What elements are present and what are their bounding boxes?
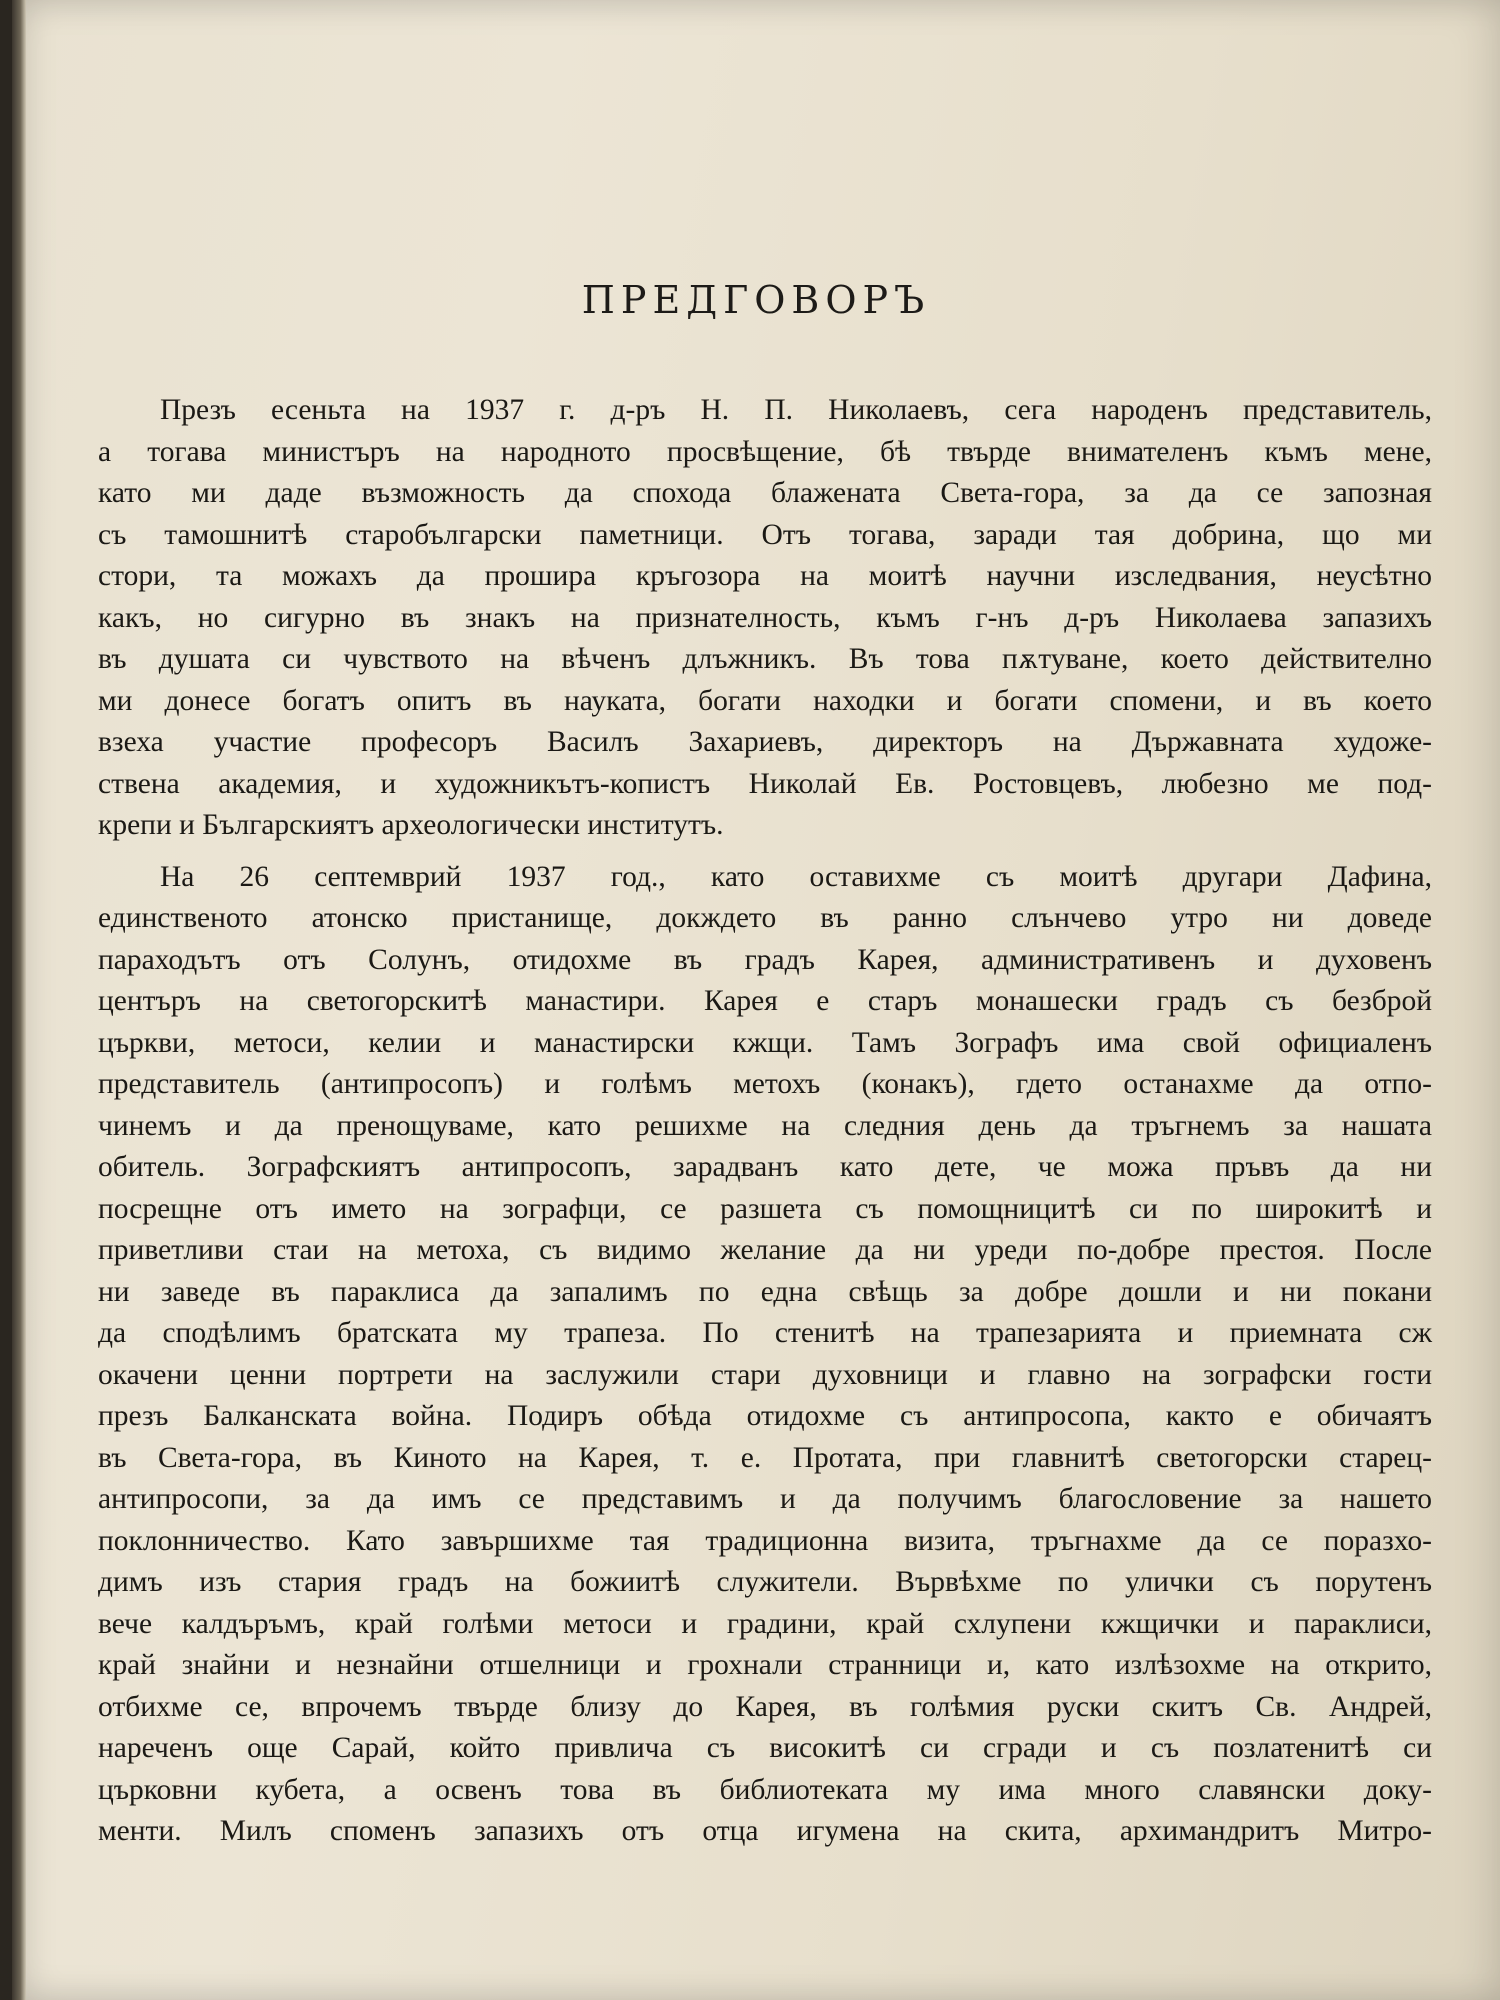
text-line: край знайни и незнайни отшелници и грохнали странници и, като излѣзохме на открито, [98,1649,1432,1681]
text-line: представитель (антипросопъ) и голѣмъ метохъ (конакъ), гдето останахме да отпо- [98,1068,1432,1100]
text-line: антипросопи, за да имъ се представимъ и да получимъ благословение за нашето [98,1483,1432,1515]
text-line: параходътъ отъ Солунъ, отидохме въ градъ Карея, административенъ и духовенъ [98,943,1432,976]
text-line: окачени ценни портрети на заслужили стари духовници и главно на зографски гости [98,1358,1432,1391]
text-line: църковни кубета, а освенъ това въ библиотеката му има много славянски доку- [98,1773,1432,1806]
text-line: ствена академия, и художникътъ-копистъ Николай Ев. Ростовцевъ, любезно ме под- [98,767,1432,800]
text-line: да сподѣлимъ братската му трапеза. По стенитѣ на трапезарията и приемната сж [98,1317,1432,1349]
text-line: ми донесе богатъ опитъ въ науката, богати находки и богати спомени, и въ което [98,684,1432,717]
text-line: На 26 септемврий 1937 год., като оставихме съ моитѣ другари Дафина, [160,860,1432,893]
text-line: центъръ на светогорскитѣ манастири. Карея е старъ монашески градъ съ безброй [98,985,1432,1017]
book-page [12,0,1500,2000]
text-line: крепи и Българскиятъ археологически институтъ. [98,809,724,841]
text-line: обитель. Зографскиятъ антипросопъ, зарадванъ като дете, че можа пръвъ да ни [98,1151,1432,1183]
text-line: поклонничество. Като завършихме тая традиционна визита, тръгнахме да се поразхо- [98,1524,1432,1557]
text-line: димъ изъ стария градъ на божиитѣ служители. Вървѣхме по улички съ порутенъ [98,1566,1432,1598]
text-line: презъ Балканската война. Подиръ обѣда отидохме съ антипросопа, както е обичаятъ [98,1400,1432,1432]
page-body [98,390,1432,1853]
text-line: съ тамошнитѣ старобългарски паметници. Отъ тогава, заради тая добрина, що ми [98,518,1432,551]
page-title: ПРЕДГОВОРЪ [581,278,931,322]
text-line: какъ, но сигурно въ знакъ на признателность, къмъ г-нъ д-ръ Николаева запазихъ [98,601,1432,634]
paragraph-1 [98,390,1432,847]
text-line: отбихме се, впрочемъ твърде близу до Карея, въ голѣмия руски скитъ Св. Андрей, [98,1690,1432,1723]
text-line: а тогава министъръ на народното просвѣщение, бѣ твърде внимателенъ къмъ мене, [98,435,1432,468]
paragraph-2 [98,857,1432,1853]
text-line: приветливи стаи на метоха, съ видимо желание да ни уреди по-добре престоя. После [98,1234,1432,1266]
text-line: посрещне отъ името на зографци, се разшета съ помощницитѣ си по широкитѣ и [98,1192,1432,1225]
text-line: като ми даде възможность да спохода блажената Света-гора, за да се запозная [98,477,1432,509]
text-line: вече калдъръмъ, край голѣми метоси и градини, край схлупени кжщички и параклиси, [98,1607,1432,1640]
text-line: взеха участие професоръ Василъ Захариевъ, директоръ на Държавната художе- [98,726,1432,758]
text-line: Презъ есеньта на 1937 г. д-ръ Н. П. Николаевъ, сега народенъ представитель, [160,394,1432,426]
text-line: въ Света-гора, въ Киното на Карея, т. е. Протата, при главнитѣ светогорски старец- [98,1441,1432,1474]
text-line: нареченъ още Сарай, който привлича съ високитѣ си сгради и съ позлатенитѣ си [98,1732,1432,1764]
text-line: единственото атонско пристанище, докждето въ ранно слънчево утро ни доведе [98,902,1432,934]
text-line: менти. Милъ споменъ запазихъ отъ отца игумена на скита, архимандритъ Митро- [98,1815,1432,1847]
text-line: въ душата си чувството на вѣченъ длъжникъ. Въ това пѫтуване, което действително [98,643,1432,675]
text-line: ни заведе въ параклиса да запалимъ по една свѣщь за добре дошли и ни покани [98,1275,1432,1308]
text-line: чинемъ и да пренощуваме, като решихме на следния день да тръгнемъ за нашата [98,1109,1432,1142]
text-line: стори, та можахъ да прошира кръгозора на моитѣ научни изследвания, неусѣтно [98,560,1432,592]
text-line: църкви, метоси, келии и манастирски кжщи. Тамъ Зографъ има свой официаленъ [98,1026,1432,1059]
